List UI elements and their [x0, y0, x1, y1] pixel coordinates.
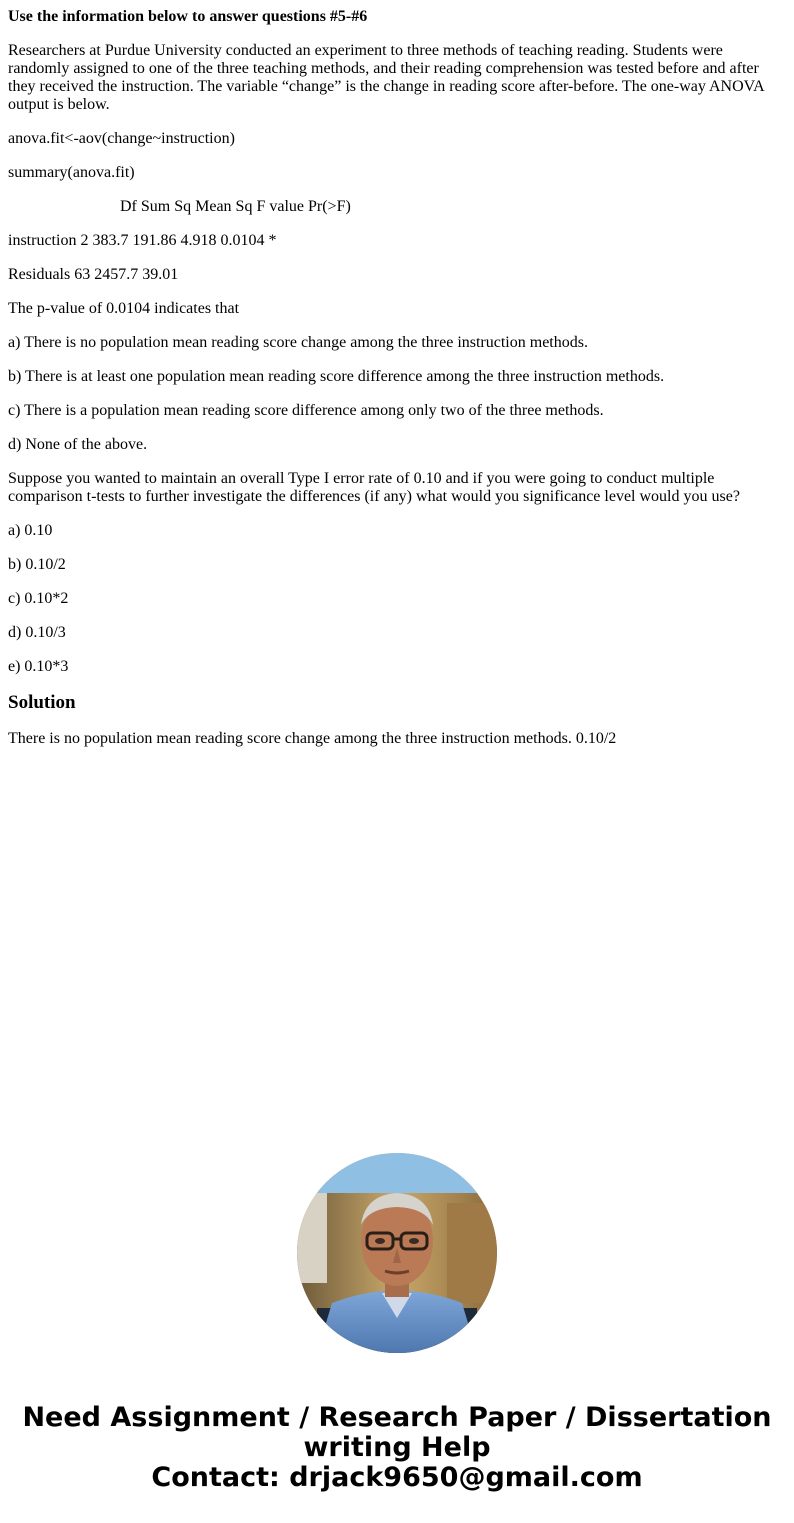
question-intro: Researchers at Purdue University conducted an experiment to three methods of teaching reading. Students were randomly assigned to one of the three teaching methods, and their reading comprehension was tested before and after they received the instruction. The variable “change” is the change in reading score after-before. The one-way ANOVA output is below.: [8, 42, 764, 113]
q5-option-d: d) None of the above.: [8, 436, 148, 453]
q5-option-c: c) There is a population mean reading score difference among only two of the three methods.: [8, 402, 604, 419]
q6-option-b: b) 0.10/2: [8, 556, 66, 573]
promo-contact: Contact: drjack9650@gmail.com: [151, 1462, 643, 1493]
promo-line-1: Need Assignment / Research Paper / Dissertation: [22, 1402, 772, 1433]
q6-prompt: Suppose you wanted to maintain an overall Type I error rate of 0.10 and if you were going to conduct multiple comparison t-tests to further investigate the differences (if any) what would you significance level would you use?: [8, 470, 740, 505]
anova-table-row-instruction: instruction 2 383.7 191.86 4.918 0.0104 *: [8, 232, 277, 249]
q6-option-a: a) 0.10: [8, 522, 53, 539]
person-portrait-icon: [297, 1153, 497, 1353]
question-heading: Use the information below to answer questions #5-#6: [8, 8, 368, 25]
question-content: [8, 8, 778, 764]
code-line-aov: anova.fit<-aov(change~instruction): [8, 130, 235, 147]
avatar: [297, 1153, 497, 1353]
code-line-summary: summary(anova.fit): [8, 164, 135, 181]
q6-option-c: c) 0.10*2: [8, 590, 69, 607]
q6-option-d: d) 0.10/3: [8, 624, 66, 641]
solution-title: Solution: [8, 692, 76, 713]
solution-text: There is no population mean reading score change among the three instruction methods. 0.10/2: [8, 730, 617, 747]
promo-line-2: writing Help: [303, 1432, 491, 1463]
q5-option-a: a) There is no population mean reading score change among the three instruction methods.: [8, 334, 588, 351]
q5-prompt: The p-value of 0.0104 indicates that: [8, 300, 240, 317]
anova-table-row-residuals: Residuals 63 2457.7 39.01: [8, 266, 179, 283]
q6-option-e: e) 0.10*3: [8, 658, 69, 675]
anova-table-header: Df Sum Sq Mean Sq F value Pr(>F): [120, 198, 351, 215]
q5-option-b: b) There is at least one population mean reading score difference among the three instruction methods.: [8, 368, 665, 385]
promo-banner: [0, 1403, 794, 1493]
